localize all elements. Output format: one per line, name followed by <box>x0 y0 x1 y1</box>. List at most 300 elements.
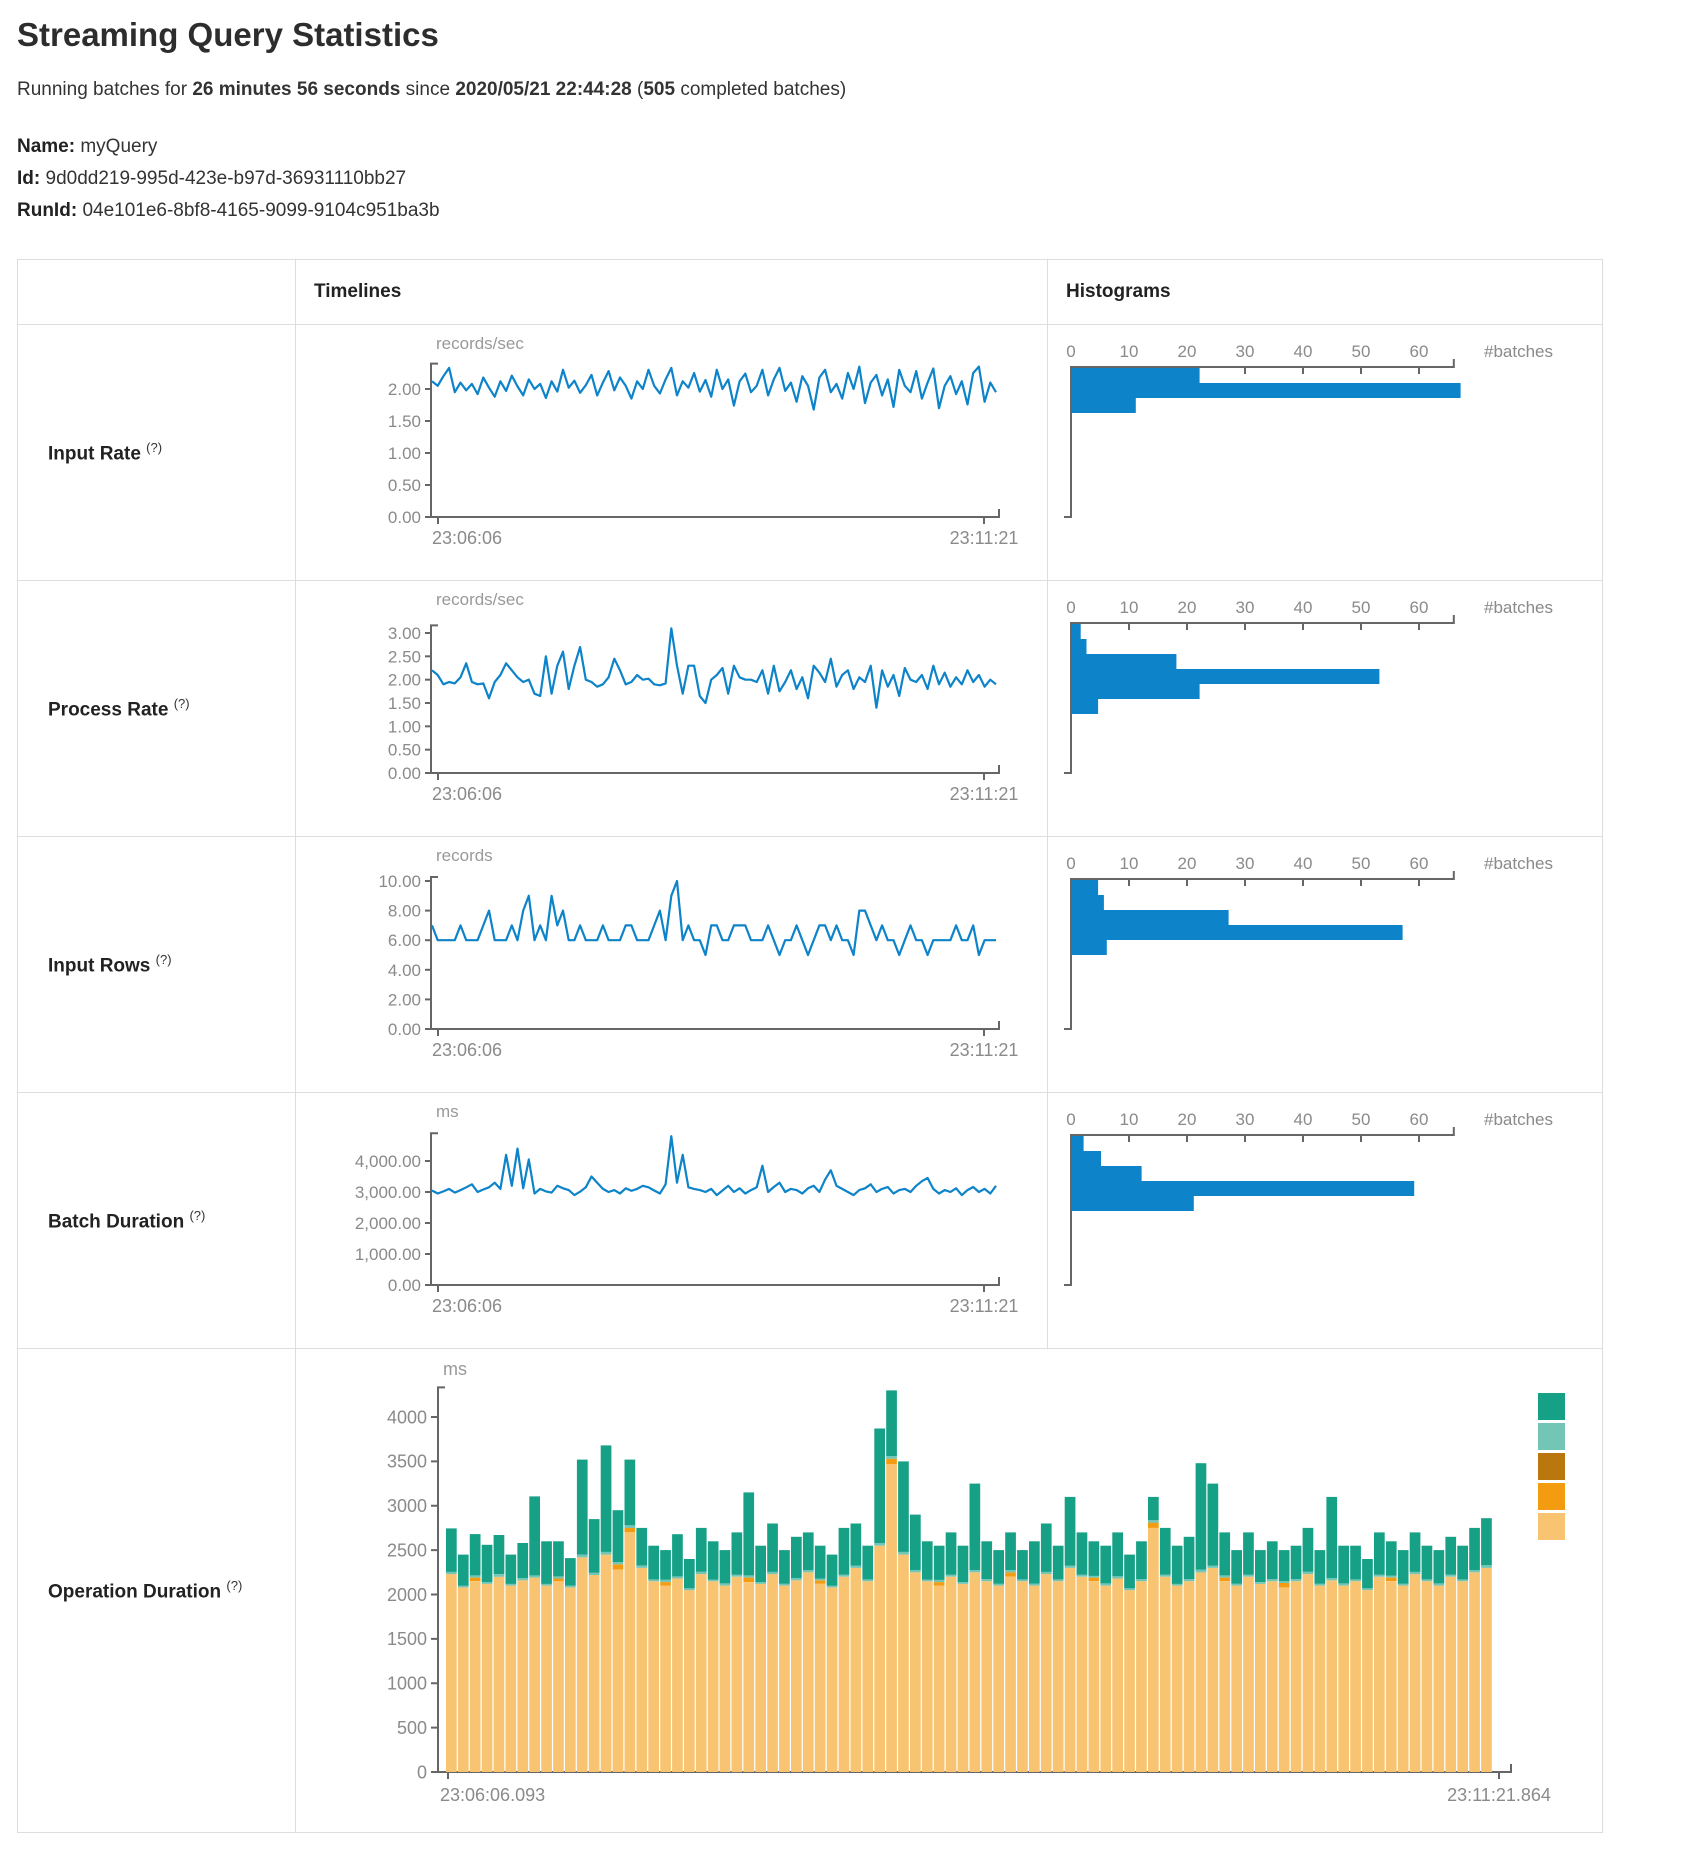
stacked-bar-segment <box>684 1590 695 1772</box>
histogram-bar <box>1072 880 1098 895</box>
x-tick-label: 50 <box>1351 598 1371 618</box>
stacked-bar-segment <box>720 1584 731 1586</box>
stacked-bar-segment <box>922 1580 933 1582</box>
stacked-bar-segment <box>1005 1570 1016 1572</box>
y-tick-label: 0 <box>416 1762 427 1783</box>
stacked-bar-segment <box>529 1578 540 1772</box>
stacked-bar-segment <box>1219 1578 1230 1582</box>
stacked-bar-segment <box>910 1515 921 1571</box>
y-tick-label: 3000 <box>386 1496 427 1517</box>
stacked-bar-segment <box>565 1588 576 1773</box>
stacked-bar-segment <box>446 1574 457 1772</box>
stacked-bar-segment <box>851 1568 862 1772</box>
stacked-bar-segment <box>672 1579 683 1773</box>
stacked-bar-segment <box>791 1537 802 1578</box>
y-tick-label: 1000 <box>386 1673 427 1694</box>
stacked-bar-segment <box>494 1574 505 1577</box>
query-metadata <box>17 131 1693 227</box>
query-runid-label: RunId: <box>17 200 78 222</box>
stacked-bar-segment <box>1362 1589 1373 1591</box>
stacked-bar-segment <box>565 1586 576 1588</box>
stacked-bar-segment <box>874 1546 885 1772</box>
operation-duration-label <box>18 1349 296 1833</box>
stacked-bar-segment <box>1148 1528 1159 1772</box>
stacked-bar-segment <box>1279 1581 1290 1583</box>
stacked-bar-segment <box>482 1582 493 1584</box>
chart-unit-label: records <box>436 846 493 866</box>
legend-swatch <box>1538 1513 1565 1540</box>
stacked-bar-segment <box>577 1555 588 1558</box>
stacked-bar-segment <box>565 1558 576 1586</box>
stacked-bar-segment <box>791 1578 802 1580</box>
x-tick-label: 0 <box>1066 342 1076 362</box>
stacked-bar-segment <box>1100 1584 1111 1586</box>
stacked-bar-segment <box>482 1584 493 1772</box>
stacked-bar-segment <box>601 1552 612 1555</box>
x-end-label: 23:11:21 <box>949 1040 1019 1061</box>
x-tick-label: 10 <box>1119 598 1139 618</box>
input-rows-histogram-cell <box>1048 837 1603 1093</box>
y-tick-label: 1.50 <box>387 694 421 714</box>
stacked-bar-segment <box>981 1542 992 1580</box>
x-tick-label: 0 <box>1066 598 1076 618</box>
page-title: Streaming Query Statistics <box>17 16 439 53</box>
stacked-bar-segment <box>1196 1463 1207 1570</box>
stacked-bar-segment <box>1350 1581 1361 1772</box>
stacked-bar-segment <box>541 1586 552 1772</box>
stacked-bar-segment <box>1434 1584 1445 1586</box>
y-tick-label: 0.00 <box>387 508 421 528</box>
stacked-bar-segment <box>851 1566 862 1568</box>
stacked-bar-segment <box>648 1580 659 1582</box>
stacked-bar-segment <box>1457 1581 1468 1772</box>
stacked-bar-segment <box>803 1573 814 1773</box>
stacked-bar-segment <box>1089 1542 1100 1577</box>
stacked-bar-segment <box>946 1577 957 1772</box>
stacked-bar-segment <box>1338 1586 1349 1772</box>
stacked-bar-segment <box>1160 1575 1171 1577</box>
metric-name: Input Rows <box>48 955 151 977</box>
y-tick-label: 2.00 <box>387 990 421 1010</box>
stacked-bar-segment <box>1136 1579 1147 1581</box>
batch-duration-timeline-cell <box>296 1093 1048 1349</box>
histogram-bar <box>1072 1136 1084 1151</box>
stacked-bar-segment <box>1338 1584 1349 1586</box>
x-start-label: 23:06:06 <box>432 1296 503 1317</box>
y-tick-label: 0.50 <box>387 740 421 760</box>
stacked-bar-segment <box>660 1550 671 1580</box>
x-tick-label: 50 <box>1351 342 1371 362</box>
stacked-bar-segment <box>1231 1550 1242 1584</box>
stacked-bar-segment <box>1469 1528 1480 1570</box>
stacked-bar-segment <box>506 1586 517 1772</box>
query-id-value: 9d0dd219-995d-423e-b97d-36931110bb27 <box>45 168 407 190</box>
stacked-bar-segment <box>625 1460 636 1526</box>
stacked-bar-segment <box>625 1526 636 1529</box>
stacked-bar-segment <box>1481 1565 1492 1568</box>
stacked-bar-segment <box>1374 1577 1385 1772</box>
x-tick-label: 30 <box>1235 342 1255 362</box>
x-tick-label: 10 <box>1119 1110 1139 1130</box>
stacked-bar-segment <box>1112 1577 1123 1579</box>
stacked-bar-segment <box>1172 1546 1183 1584</box>
stacked-bar-segment <box>1374 1575 1385 1577</box>
process-rate-row <box>18 581 1603 837</box>
running-paren: ( <box>631 79 644 101</box>
stacked-bar-segment <box>1255 1582 1266 1584</box>
histogram-bar <box>1072 1181 1414 1196</box>
stacked-bar-segment <box>1386 1578 1397 1582</box>
stacked-bar-segment <box>446 1529 457 1573</box>
stacked-bar-segment <box>1457 1546 1468 1580</box>
y-tick-label: 2000 <box>386 1585 427 1606</box>
stacked-bar-segment <box>1422 1546 1433 1580</box>
stacked-bar-segment <box>1291 1581 1302 1772</box>
metric-name: Batch Duration <box>48 1211 185 1233</box>
metric-name: Operation Duration <box>48 1581 222 1603</box>
stacked-bar-segment <box>1053 1580 1064 1582</box>
stacked-bar-segment <box>779 1550 790 1584</box>
stacked-bar-segment <box>1184 1537 1195 1579</box>
operation-duration-chart-cell <box>296 1349 1603 1833</box>
x-tick-label: 60 <box>1409 342 1429 362</box>
stacked-bar-segment <box>743 1582 754 1772</box>
stacked-bar-segment <box>1160 1577 1171 1772</box>
stacked-bar-segment <box>732 1533 743 1575</box>
stacked-bar-segment <box>1196 1573 1207 1773</box>
timeline-series-line <box>432 1136 996 1195</box>
stacked-bar-segment <box>743 1578 754 1582</box>
stacked-bar-segment <box>1374 1533 1385 1575</box>
stacked-bar-segment <box>1279 1588 1290 1773</box>
x-start-label: 23:06:06.093 <box>440 1785 546 1806</box>
running-prefix: Running batches for <box>17 79 193 101</box>
stacked-bar-segment <box>1124 1589 1135 1591</box>
stacked-bar-segment <box>922 1581 933 1772</box>
input-rate-row <box>18 325 1603 581</box>
operation-duration-help-icon[interactable]: (?) <box>226 1578 243 1594</box>
stacked-bar-segment <box>482 1545 493 1582</box>
stacked-bar-segment <box>1148 1520 1159 1523</box>
stacked-bar-segment <box>1350 1580 1361 1582</box>
stacked-bar-segment <box>1398 1550 1409 1584</box>
x-tick-label: 30 <box>1235 1110 1255 1130</box>
stacked-bar-segment <box>589 1573 600 1575</box>
process-rate-timeline-chart <box>296 581 1047 836</box>
stacked-bar-segment <box>1100 1546 1111 1584</box>
stacked-bar-segment <box>839 1575 850 1577</box>
stacked-bar-segment <box>613 1570 624 1772</box>
histogram-bar <box>1072 398 1136 413</box>
stacked-bar-segment <box>458 1588 469 1773</box>
batch-duration-timeline-chart <box>296 1093 1047 1348</box>
x-tick-label: 10 <box>1119 342 1139 362</box>
timeline-series-line <box>432 881 996 955</box>
stacked-bar-segment <box>815 1584 826 1772</box>
y-tick-label: 4000 <box>386 1407 427 1428</box>
stacked-bar-segment <box>708 1581 719 1772</box>
stacked-bar-segment <box>791 1581 802 1773</box>
stacked-bar-segment <box>1457 1580 1468 1582</box>
completed-batch-count: 505 <box>643 79 676 101</box>
query-name-label: Name: <box>17 136 76 158</box>
stacked-bar-segment <box>1434 1586 1445 1772</box>
stacked-bar-segment <box>553 1581 564 1772</box>
stacked-bar-segment <box>1267 1579 1278 1581</box>
stacked-bar-segment <box>1243 1533 1254 1575</box>
batches-axis-label: #batches <box>1484 342 1553 362</box>
x-end-label: 23:11:21 <box>949 528 1019 549</box>
stacked-bar-segment <box>529 1497 540 1576</box>
stacked-bar-segment <box>613 1562 624 1564</box>
stacked-bar-segment <box>874 1429 885 1544</box>
stacked-bar-segment <box>1077 1575 1088 1577</box>
stacked-bar-segment <box>1124 1590 1135 1772</box>
axis-domain <box>431 626 999 774</box>
stacked-bar-segment <box>1315 1586 1326 1772</box>
stacked-bar-segment <box>1219 1533 1230 1576</box>
stacked-bar-segment <box>1148 1523 1159 1528</box>
operation-duration-stacked-chart <box>296 1349 1602 1832</box>
chart-unit-label: records/sec <box>436 334 524 354</box>
histogram-bar <box>1072 639 1087 654</box>
stacked-bar-segment <box>1267 1581 1278 1772</box>
stacked-bar-segment <box>1160 1528 1171 1575</box>
stacked-bar-segment <box>1481 1568 1492 1772</box>
stacked-bar-segment <box>1231 1584 1242 1586</box>
process-rate-help-icon[interactable]: (?) <box>173 696 190 712</box>
stacked-bar-segment <box>970 1573 981 1773</box>
stacked-bar-segment <box>553 1542 564 1577</box>
table-header-row <box>18 260 1603 325</box>
stacked-bar-segment <box>993 1586 1004 1772</box>
stacked-bar-segment <box>696 1528 707 1572</box>
stacked-bar-segment <box>1077 1533 1088 1575</box>
stacked-bar-segment <box>767 1572 778 1574</box>
histogram-bar <box>1072 925 1403 940</box>
stacked-bar-segment <box>1041 1572 1052 1574</box>
y-tick-label: 2.00 <box>387 380 421 400</box>
stacked-bar-segment <box>1005 1577 1016 1772</box>
stacked-bar-segment <box>1279 1583 1290 1587</box>
stacked-bar-segment <box>958 1582 969 1584</box>
stacked-bar-segment <box>1386 1576 1397 1578</box>
stacked-bar-segment <box>494 1535 505 1574</box>
input-rows-histogram-chart <box>1048 837 1602 1092</box>
stacked-bar-segment <box>898 1552 909 1555</box>
stacked-bar-segment <box>636 1528 647 1566</box>
stacked-bar-segment <box>1196 1570 1207 1573</box>
stacked-bar-segment <box>577 1557 588 1772</box>
input-rows-label <box>18 837 296 1093</box>
stacked-bar-segment <box>636 1566 647 1568</box>
y-tick-label: 2500 <box>386 1540 427 1561</box>
stacked-bar-segment <box>1445 1577 1456 1772</box>
stacked-bar-segment <box>993 1550 1004 1584</box>
stacked-bar-segment <box>625 1533 636 1773</box>
running-suffix: completed batches) <box>675 79 847 101</box>
stacked-bar-segment <box>779 1584 790 1586</box>
stacked-bar-segment <box>517 1578 528 1580</box>
stacked-bar-segment <box>1208 1566 1219 1568</box>
stacked-bar-segment <box>827 1588 838 1773</box>
stacked-bar-segment <box>1089 1581 1100 1772</box>
batch-duration-help-icon[interactable]: (?) <box>189 1208 206 1224</box>
stacked-bar-segment <box>1326 1581 1337 1773</box>
stacked-bar-segment <box>1112 1533 1123 1577</box>
stacked-bar-segment <box>1386 1581 1397 1772</box>
metric-name: Input Rate <box>48 443 141 465</box>
stacked-bar-segment <box>708 1580 719 1582</box>
stacked-bar-segment <box>803 1533 814 1571</box>
stacked-bar-segment <box>541 1542 552 1585</box>
stacked-bar-segment <box>1279 1550 1290 1581</box>
stacked-bar-segment <box>898 1555 909 1772</box>
stacked-bar-segment <box>494 1577 505 1772</box>
batch-duration-timeline-svg <box>296 1093 1047 1343</box>
stacked-bar-segment <box>660 1582 671 1586</box>
x-start-label: 23:06:06 <box>432 528 503 549</box>
x-end-label: 23:11:21.864 <box>1447 1785 1551 1806</box>
stacked-bar-segment <box>839 1577 850 1772</box>
stacked-bar-segment <box>1053 1546 1064 1580</box>
stacked-bar-segment <box>720 1550 731 1583</box>
query-name-value: myQuery <box>80 136 158 158</box>
stacked-bar-segment <box>684 1589 695 1591</box>
stacked-bar-segment <box>1077 1577 1088 1772</box>
stacked-bar-segment <box>589 1519 600 1573</box>
axis-domain <box>1064 871 1454 1029</box>
input-rate-histogram-chart <box>1048 325 1602 580</box>
stacked-bar-segment <box>910 1570 921 1572</box>
stacked-bar-segment <box>1184 1581 1195 1772</box>
stacked-bar-segment <box>1445 1575 1456 1577</box>
legend-swatch <box>1538 1483 1565 1510</box>
y-tick-label: 0.00 <box>387 1020 421 1040</box>
stacked-bar-segment <box>648 1546 659 1580</box>
stacked-bar-segment <box>886 1456 897 1459</box>
input-rows-help-icon[interactable]: (?) <box>155 952 172 968</box>
stacked-bar-segment <box>886 1464 897 1772</box>
chart-unit-label: ms <box>436 1102 459 1122</box>
y-tick-label: 0.50 <box>387 476 421 496</box>
histogram-bar <box>1072 1166 1142 1181</box>
x-tick-label: 40 <box>1293 598 1313 618</box>
y-tick-label: 8.00 <box>387 901 421 921</box>
stacked-bar-segment <box>839 1528 850 1575</box>
stacked-bar-segment <box>755 1584 766 1772</box>
stacked-bar-segment <box>1303 1528 1314 1572</box>
stacked-bar-segment <box>1208 1484 1219 1566</box>
batch-duration-label <box>18 1093 296 1349</box>
stacked-bar-segment <box>767 1574 778 1772</box>
stacked-bar-segment <box>1065 1568 1076 1772</box>
x-tick-label: 60 <box>1409 854 1429 874</box>
x-start-label: 23:06:06 <box>432 784 503 805</box>
batch-duration-histogram-chart <box>1048 1093 1602 1348</box>
stacked-bar-segment <box>946 1575 957 1577</box>
process-rate-timeline-svg <box>296 581 1047 831</box>
stacked-bar-segment <box>970 1570 981 1572</box>
stacked-bar-segment <box>1255 1584 1266 1772</box>
stacked-bar-segment <box>1112 1579 1123 1773</box>
x-tick-label: 20 <box>1177 598 1197 618</box>
stacked-bar-segment <box>625 1528 636 1532</box>
x-tick-label: 30 <box>1235 598 1255 618</box>
stacked-bar-segment <box>1124 1555 1135 1589</box>
input-rate-timeline-svg <box>296 325 1047 575</box>
histogram-bar <box>1072 654 1176 669</box>
y-tick-label: 1,000.00 <box>354 1245 421 1265</box>
stacked-bar-segment <box>1089 1578 1100 1582</box>
x-tick-label: 10 <box>1119 854 1139 874</box>
stacked-bar-segment <box>886 1391 897 1457</box>
input-rate-histogram-cell <box>1048 325 1603 581</box>
stacked-bar-segment <box>1231 1586 1242 1772</box>
stacked-bar-segment <box>1422 1580 1433 1582</box>
stacked-bar-segment <box>1326 1497 1337 1578</box>
stacked-bar-segment <box>1136 1581 1147 1772</box>
x-tick-label: 60 <box>1409 598 1429 618</box>
stacked-bar-segment <box>1315 1584 1326 1586</box>
stacked-bar-segment <box>1005 1573 1016 1577</box>
operation-duration-stacked-svg <box>296 1349 1601 1827</box>
stacked-bar-segment <box>815 1579 826 1581</box>
input-rows-row <box>18 837 1603 1093</box>
stacked-bar-segment <box>1291 1579 1302 1581</box>
stacked-bar-segment <box>874 1543 885 1546</box>
histogram-bar <box>1072 684 1200 699</box>
stacked-bar-segment <box>1243 1575 1254 1577</box>
y-tick-label: 1.00 <box>387 717 421 737</box>
stacked-bar-segment <box>922 1542 933 1580</box>
stacked-bar-segment <box>1410 1572 1421 1574</box>
stacked-bar-segment <box>506 1584 517 1586</box>
stacked-bar-segment <box>743 1576 754 1578</box>
operation-duration-row <box>18 1349 1603 1833</box>
x-tick-label: 50 <box>1351 1110 1371 1130</box>
input-rate-histogram-svg <box>1048 325 1602 575</box>
stacked-bar-segment <box>898 1462 909 1553</box>
y-tick-label: 6.00 <box>387 931 421 951</box>
stacked-bar-segment <box>1481 1518 1492 1565</box>
y-tick-label: 0.00 <box>387 1276 421 1296</box>
query-id-line <box>17 163 1693 195</box>
stacked-bar-segment <box>720 1586 731 1772</box>
legend-swatch <box>1538 1393 1565 1420</box>
stacked-bar-segment <box>755 1582 766 1584</box>
input-rows-timeline-cell <box>296 837 1048 1093</box>
stacked-bar-segment <box>958 1584 969 1772</box>
x-start-label: 23:06:06 <box>432 1040 503 1061</box>
stacked-bar-segment <box>1041 1574 1052 1772</box>
input-rate-timeline-chart <box>296 325 1047 580</box>
input-rate-help-icon[interactable]: (?) <box>146 440 163 456</box>
stacked-bar-segment <box>1219 1581 1230 1772</box>
histogram-bar <box>1072 1151 1101 1166</box>
stacked-bar-segment <box>1445 1537 1456 1575</box>
stacked-bar-segment <box>1303 1574 1314 1772</box>
process-rate-label <box>18 581 296 837</box>
histogram-bar <box>1072 368 1200 383</box>
stacked-bar-segment <box>1136 1542 1147 1580</box>
y-tick-label: 1500 <box>386 1629 427 1650</box>
query-runid-value: 04e101e6-8bf8-4165-9099-9104c951ba3b <box>82 200 440 222</box>
stacked-bar-segment <box>541 1584 552 1586</box>
stacked-bar-segment <box>1362 1590 1373 1772</box>
stacked-bar-segment <box>553 1577 564 1579</box>
stacked-bar-segment <box>470 1578 481 1582</box>
